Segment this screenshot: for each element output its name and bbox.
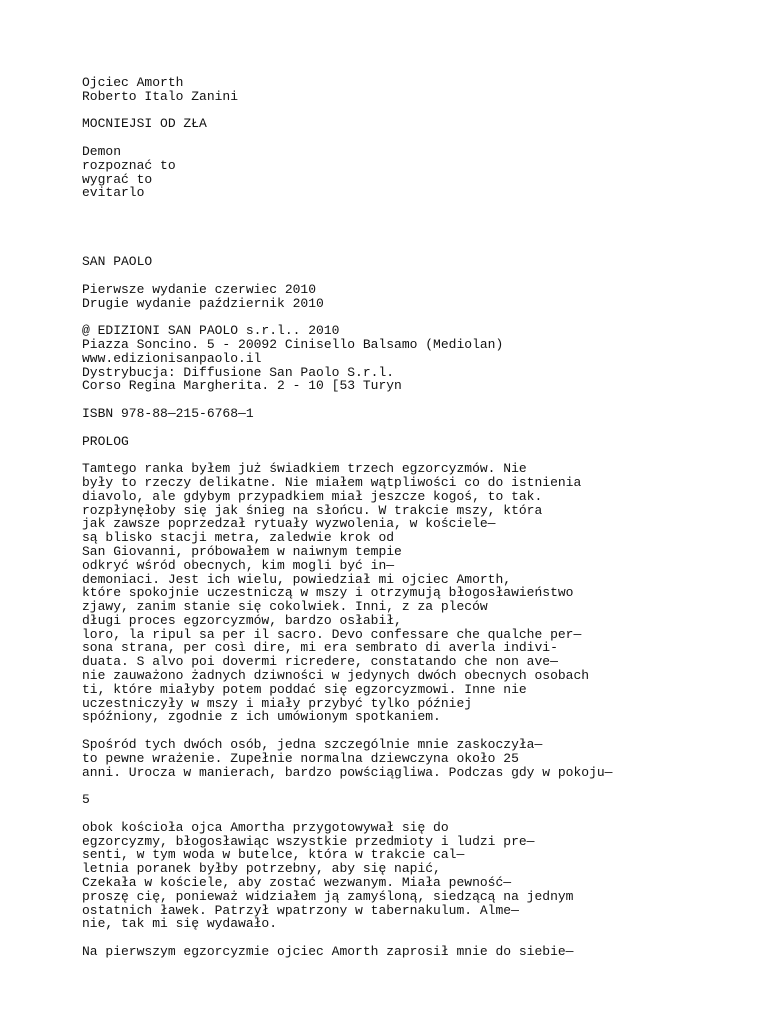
page-number: 5 bbox=[82, 792, 90, 808]
document-page bbox=[82, 76, 762, 959]
text-line: były to rzeczy delikatne. Nie miałem wątpliwości co do istnienia bbox=[82, 474, 582, 490]
subtitle-line: rozpoznać to bbox=[82, 157, 176, 173]
copyright-line: Piazza Soncino. 5 - 20092 Cinisello Balsamo (Mediolan) bbox=[82, 336, 504, 352]
text-line: proszę cię, ponieważ widziałem ją zamyśloną, siedzącą na jednym bbox=[82, 888, 574, 904]
text-line: San Giovanni, próbowałem w naiwnym tempie bbox=[82, 543, 402, 559]
text-line: uczestniczyły w mszy i miały przybyć tylko później bbox=[82, 695, 473, 711]
text-line: obok kościoła ojca Amortha przygotowywał się do bbox=[82, 819, 449, 835]
text-line: są blisko stacji metra, zaledwie krok od bbox=[82, 530, 395, 546]
text-line: jak zawsze poprzedzał rytuały wyzwolenia, w kościele— bbox=[82, 516, 496, 532]
copyright-line: www.edizionisanpaolo.il bbox=[82, 350, 262, 366]
text-line: długi proces egzorcyzmów, bardzo osłabił, bbox=[82, 612, 402, 628]
subtitle-line: wygrać to bbox=[82, 171, 153, 187]
edition-line: Pierwsze wydanie czerwiec 2010 bbox=[82, 281, 317, 297]
text-line: Czekała w kościele, aby zostać wezwanym. Miała pewność— bbox=[82, 875, 512, 891]
text-line: anni. Urocza w manierach, bardzo powściągliwa. Podczas gdy w pokoju— bbox=[82, 764, 613, 780]
text-line: Spośród tych dwóch osób, jedna szczególnie mnie zaskoczyła— bbox=[82, 737, 543, 753]
text-line: Tamtego ranka byłem już świadkiem trzech egzorcyzmów. Nie bbox=[82, 461, 527, 477]
copyright-line: Dystrybucja: Diffusione San Paolo S.r.l. bbox=[82, 364, 395, 380]
paragraph bbox=[82, 945, 762, 959]
paragraph bbox=[82, 462, 762, 724]
isbn: ISBN 978-88—215-6768—1 bbox=[82, 405, 254, 421]
publisher-name: SAN PAOLO bbox=[82, 254, 153, 270]
author-line: Ojciec Amorth bbox=[82, 75, 184, 90]
book-title: MOCNIEJSI OD ZŁA bbox=[82, 116, 207, 132]
text-line: duata. S alvo poi dovermi ricredere, constatando che non ave— bbox=[82, 654, 558, 670]
text-line: letnia poranek byłby potrzebny, aby się napić, bbox=[82, 861, 441, 877]
copyright-line: Corso Regina Margherita. 2 - 10 [53 Turyn bbox=[82, 378, 402, 394]
text-line: Na pierwszym egzorcyzmie ojciec Amorth zaprosił mnie do siebie— bbox=[82, 944, 574, 960]
text-line: diavolo, ale gdybym przypadkiem miał jeszcze kogoś, to tak. bbox=[82, 488, 543, 504]
edition-line: Drugie wydanie październik 2010 bbox=[82, 295, 324, 311]
text-line: senti, w tym woda w butelce, która w trakcie cal— bbox=[82, 847, 465, 863]
paragraph bbox=[82, 821, 762, 931]
text-line: zjawy, zanim stanie się cokolwiek. Inni, z za pleców bbox=[82, 599, 488, 615]
text-line: rozpłynęłoby się jak śnieg na słońcu. W trakcie mszy, która bbox=[82, 502, 543, 518]
subtitle-line: Demon bbox=[82, 143, 122, 159]
text-line: demoniaci. Jest ich wielu, powiedział mi ojciec Amorth, bbox=[82, 571, 512, 587]
text-line: sona strana, per così dire, mi era sembrato di averla indivi- bbox=[82, 640, 558, 656]
text-line: które spokojnie uczestniczą w mszy i otrzymują błogosławieństwo bbox=[82, 585, 574, 601]
subtitle-line: evitarlo bbox=[82, 185, 145, 201]
text-line: ostatnich ławek. Patrzył wpatrzony w tabernakulum. Alme— bbox=[82, 902, 519, 918]
text-line: ti, które miałyby potem poddać się egzorcyzmowi. Inne nie bbox=[82, 681, 527, 697]
text-line: spóźniony, zgodnie z ich umówionym spotkaniem. bbox=[82, 709, 441, 725]
text-line: egzorcyzmy, błogosławiąc wszystkie przedmioty i ludzi pre— bbox=[82, 833, 535, 849]
copyright-line: @ EDIZIONI SAN PAOLO s.r.l.. 2010 bbox=[82, 323, 340, 339]
text-line: odkryć wśród obecnych, kim mogli być in— bbox=[82, 557, 395, 573]
paragraph bbox=[82, 738, 762, 779]
text-line: nie zauważono żadnych dziwności w jedynych dwóch obecnych osobach bbox=[82, 668, 590, 684]
section-heading: PROLOG bbox=[82, 433, 129, 449]
text-line: to pewne wrażenie. Zupełnie normalna dziewczyna około 25 bbox=[82, 750, 519, 766]
text-line: loro, la ripul sa per il sacro. Devo confessare che qualche per— bbox=[82, 626, 582, 642]
text-line: nie, tak mi się wydawało. bbox=[82, 916, 278, 932]
author-line: Roberto Italo Zanini bbox=[82, 88, 239, 104]
